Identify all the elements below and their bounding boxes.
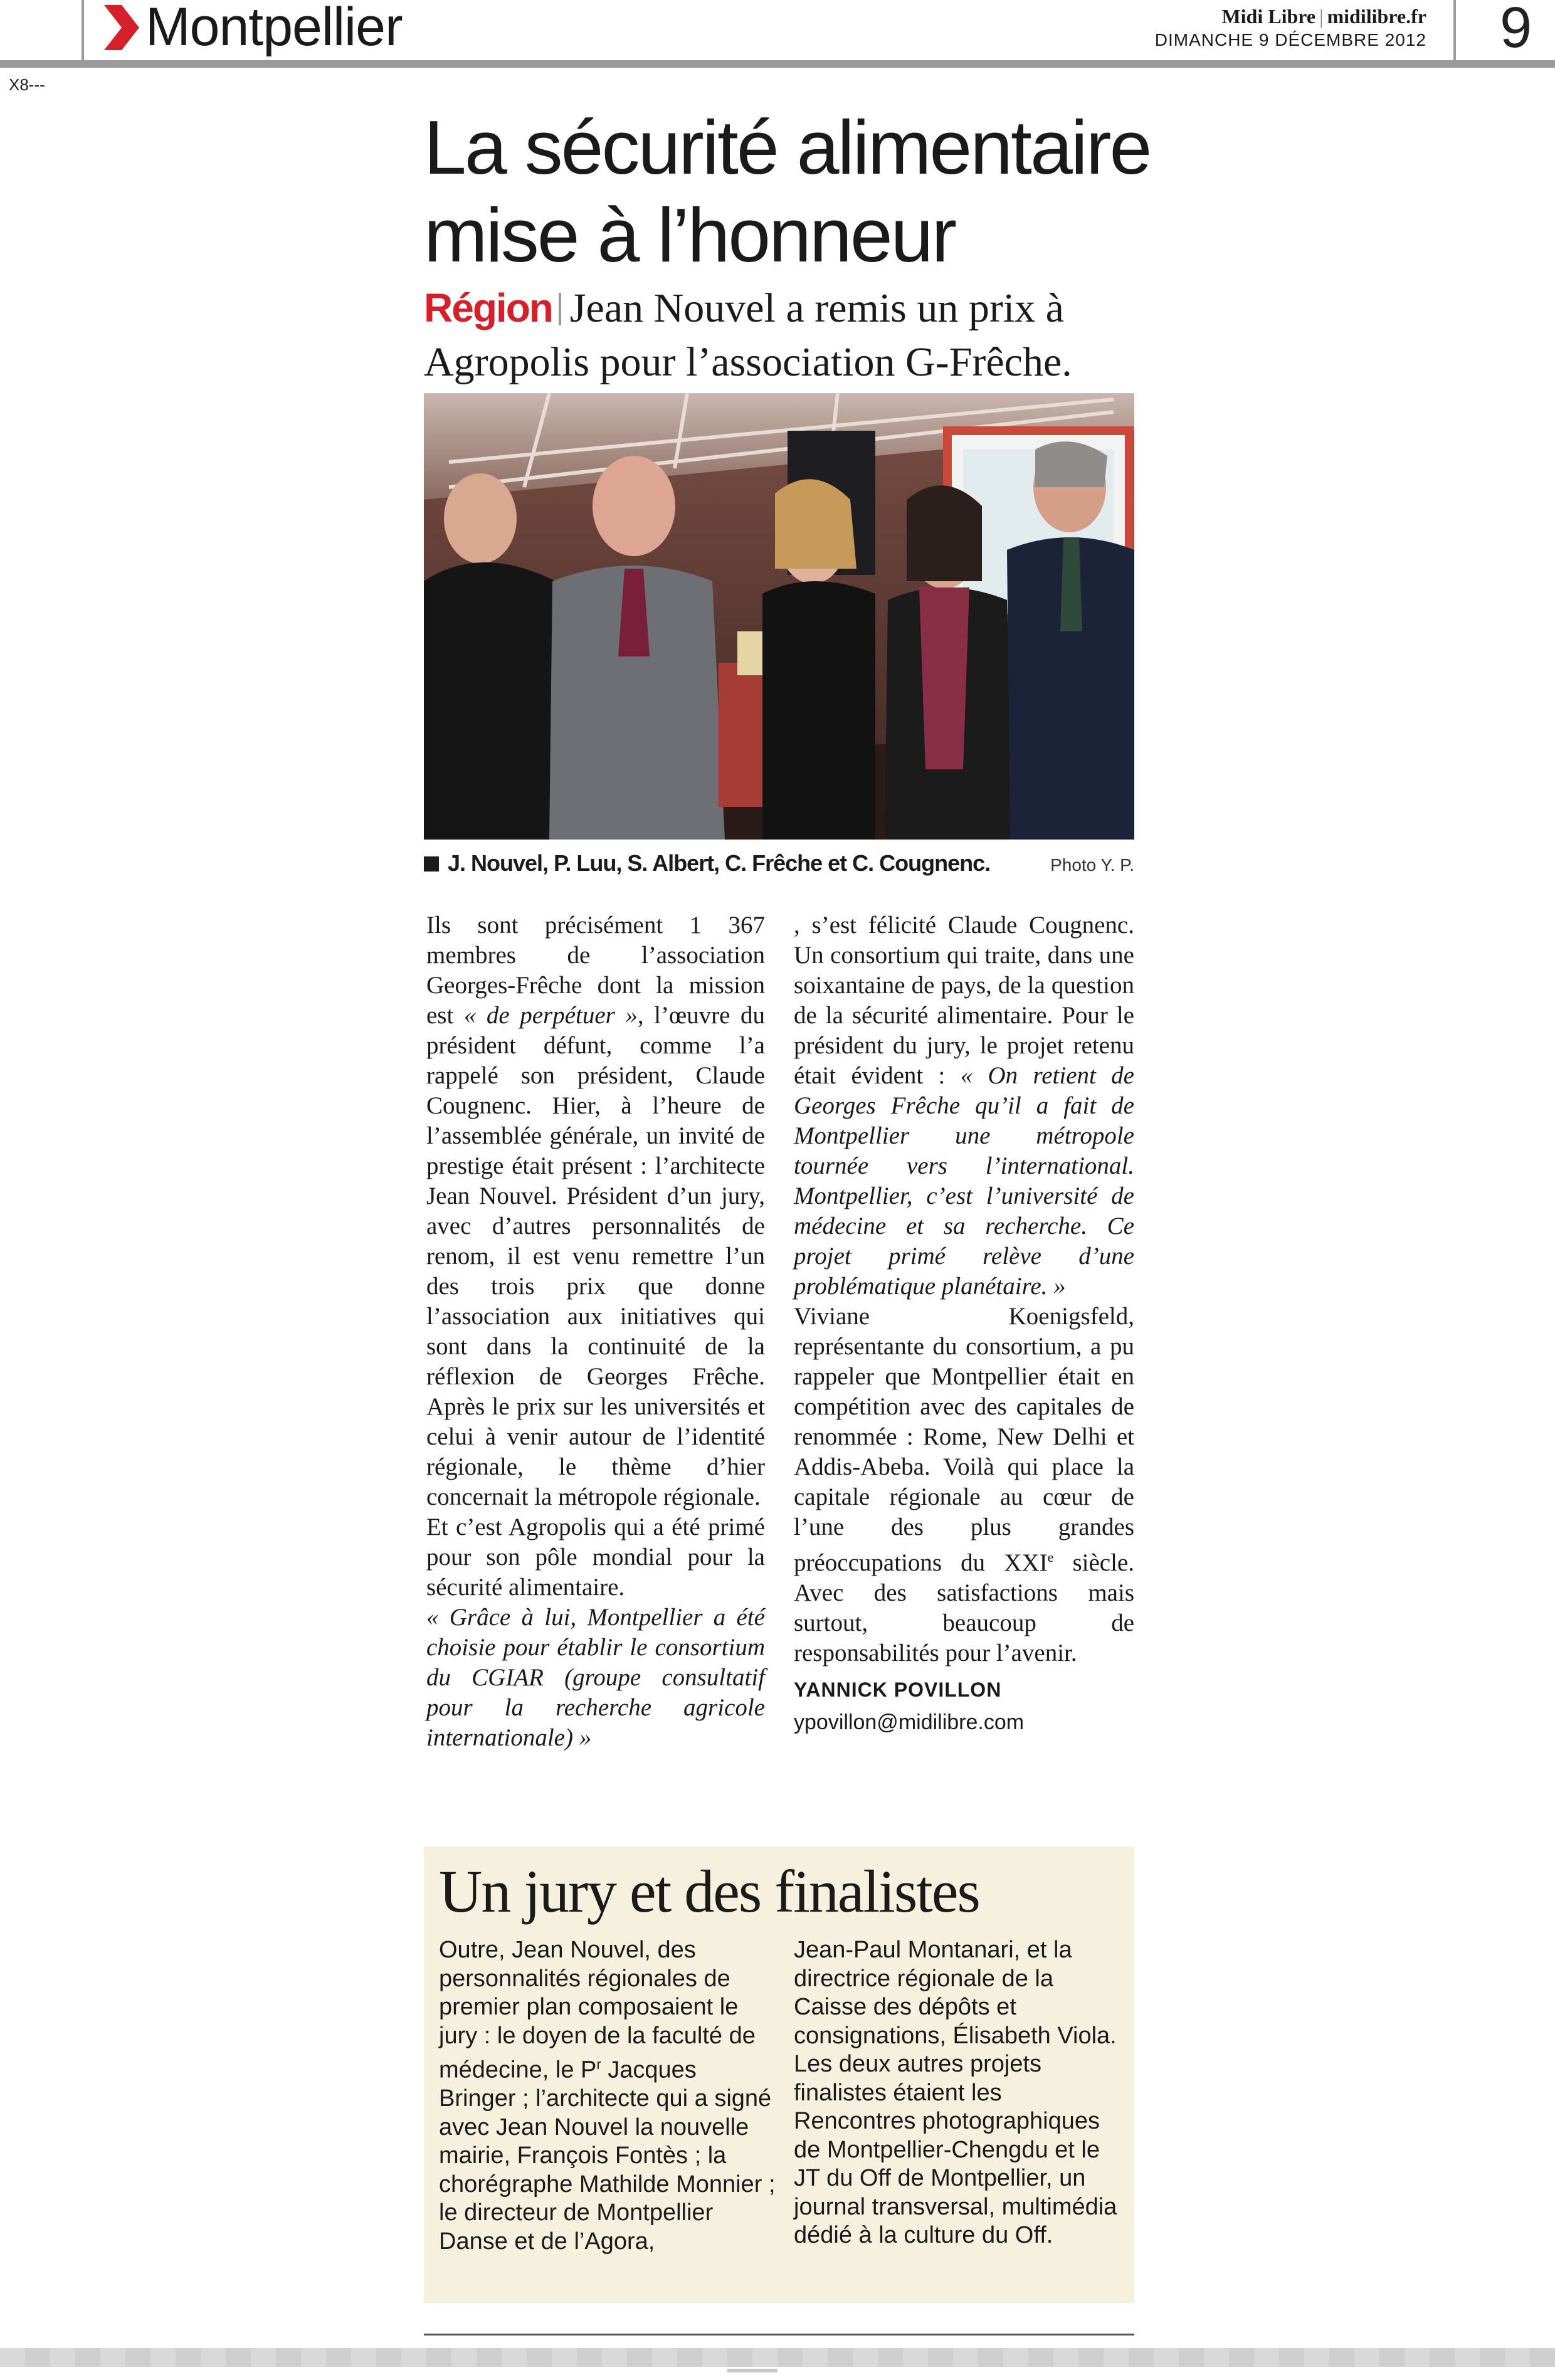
- sidebar-column-left: [439, 1936, 778, 2256]
- article-column-right: [794, 910, 1134, 1737]
- article-paragraph: Et c’est Agropolis qui a été primé pour son pôle mondial pour la sécurité alimentaire.: [426, 1514, 765, 1601]
- footer-bar: [0, 2348, 1555, 2367]
- issue-date: DIMANCHE 9 DÉCEMBRE 2012: [1154, 30, 1426, 50]
- photo-caption-row: [424, 850, 1134, 880]
- sidebar-column-right: [794, 1936, 1120, 2250]
- article-paragraph: [426, 1603, 765, 1753]
- kicker-label: Région: [424, 285, 552, 330]
- footer-rule: [424, 2334, 1134, 2335]
- header-bar: [0, 60, 1555, 68]
- section-name: Montpellier: [145, 0, 403, 57]
- kicker-row: [424, 281, 1164, 389]
- photo-credit: Photo Y. P.: [1050, 855, 1134, 875]
- footer-mark: [727, 2369, 778, 2372]
- header-divider-right: [1453, 0, 1456, 63]
- quote: « On retient de Georges Frêche qu’il a fait de Montpellier une métropole tournée vers l’international. Montpellier, c’est l’université de médecine et sa recherche. Ce projet primé relève d’une problématique planétaire. »: [794, 1062, 1134, 1300]
- page-number: 9: [1500, 0, 1532, 60]
- masthead-site: midilibre.fr: [1327, 5, 1426, 28]
- masthead-brand: Midi Libre: [1221, 5, 1316, 28]
- masthead-separator: |: [1319, 5, 1324, 28]
- sidebar-title: Un jury et des finalistes: [439, 1858, 979, 1925]
- photo-caption: J. Nouvel, P. Luu, S. Albert, C. Frêche et C. Cougnenc.: [448, 850, 991, 876]
- masthead: [1221, 5, 1426, 28]
- text-run: siècle. Avec des satisfactions mais surtout, beaucoup de responsabilités pour l’avenir.: [794, 1549, 1134, 1667]
- chevron-right-icon: [100, 3, 142, 53]
- page-slug: X8---: [9, 75, 45, 94]
- quote: « Grâce à lui, Montpellier a été choisie pour établir le consortium du CGIAR (groupe consultatif pour la recherche agricole internationale) »: [426, 1604, 765, 1751]
- text-run: Ils sont précisément 1 367 membres de l’association Georges-Frêche dont la mission est: [426, 912, 765, 1029]
- article-photo: [424, 393, 1134, 840]
- text-run: Jacques Bringer ; l’architecte qui a signé avec Jean Nouvel la nouvelle mairie, François Fontès ; la chorégraphe Mathilde Monnier ; le directeur de Montpellier Danse et de l’Agora,: [439, 2056, 776, 2255]
- article-paragraph: [794, 1302, 1134, 1668]
- sidebar-paragraph: Jean-Paul Montanari, et la directrice régionale de la Caisse des dépôts et consignations, Élisabeth Viola. Les deux autres projets finalistes étaient les Rencontres photographiques de Montpellier-Chengdu et le JT du Off de Montpellier, un journal transversal, multimédia dédié à la culture du Off.: [794, 1937, 1117, 2248]
- text-run: , s’est félicité Claude Cougnenc. Un consortium qui traite, dans une soixantaine de pays, de la question de la sécurité alimentaire. Pour le président du jury, le projet retenu était évident :: [794, 912, 1134, 1089]
- caption-bullet-icon: [424, 856, 439, 871]
- dek: Jean Nouvel a remis un prix à Agropolis pour l’association G-Frêche.: [424, 285, 1072, 385]
- superscript: e: [1047, 1549, 1054, 1565]
- photo-illustration: [424, 393, 1134, 840]
- quote: « de perpétuer »: [463, 1002, 638, 1029]
- headline: La sécurité alimentaire mise à l’honneur: [424, 105, 1151, 278]
- kicker-separator: [559, 293, 561, 325]
- article-column-left: [426, 910, 765, 1753]
- text-run: Viviane Koenigsfeld, représentante du consortium, a pu rappeler que Montpellier était en compétition avec des capitales de renommée : Rome, New Delhi et Addis-Abeba. Voilà qui place la capitale régionale au cœur de l’une des plus grandes préoccupations du XXI: [794, 1303, 1134, 1576]
- article-paragraph: [426, 910, 765, 1512]
- text-run: , l’œuvre du président défunt, comme l’a rappelé son président, Claude Cougnenc. Hier, à l’heure de l’assemblée générale, un invité de prestige était présent : l’architecte Jean Nouvel. Président d’un jury, avec d’autres personnalités de renom, il est venu remettre l’un des trois prix que donne l’association aux initiatives qui sont dans la continuité de la réflexion de Georges Frêche. Après le prix sur les universités et celui à venir autour de l’identité régionale, le thème d’hier concernait la métropole régionale.: [426, 1002, 765, 1510]
- text-run: Outre, Jean Nouvel, des personnalités régionales de premier plan composaient le jury : le doyen de la faculté de médecine, le P: [439, 1937, 756, 2083]
- article-paragraph: [794, 910, 1134, 1302]
- superscript: r: [596, 2056, 601, 2072]
- header-divider-left: [82, 0, 84, 63]
- author-email[interactable]: ypovillon@midilibre.com: [794, 1710, 1025, 1734]
- sidebar-paragraph: [439, 1936, 778, 2256]
- author-byline: YANNICK POVILLON: [794, 1678, 1002, 1701]
